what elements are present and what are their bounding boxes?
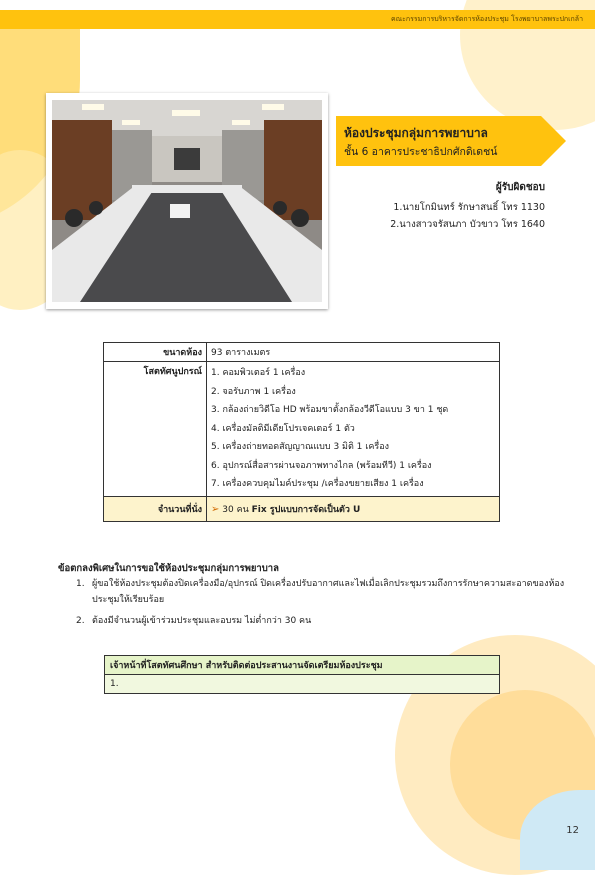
page-number: 12 <box>566 825 579 836</box>
seats-label: จำนวนที่นั่ง <box>104 496 207 521</box>
seats-layout: Fix รูปแบบการจัดเป็นตัว U <box>251 504 361 515</box>
seats-value-cell <box>207 496 500 521</box>
equipment-item: 2. จอรับภาพ 1 เครื่อง <box>211 386 296 397</box>
size-label: ขนาดห้อง <box>104 343 207 362</box>
equipment-list <box>207 362 500 497</box>
equipment-item: 6. อุปกรณ์สื่อสารผ่านจอภาพทางไกล (พร้อมทีวี) 1 เครื่อง <box>211 460 432 471</box>
meeting-room-image <box>52 100 322 302</box>
staff-contact-table <box>104 655 500 694</box>
equipment-label: โสตทัศนูปกรณ์ <box>104 362 207 497</box>
equipment-item: 5. เครื่องถ่ายทอดสัญญาณแบบ 3 มิติ 1 เครื่อง <box>211 442 390 452</box>
room-spec-table <box>103 342 500 522</box>
equipment-item: 7. เครื่องควบคุมไมค์ประชุม /เครื่องขยายเสียง 1 เครื่อง <box>211 479 424 489</box>
responsible-heading: ผู้รับผิดชอบ <box>495 182 545 193</box>
arrow-bullet-icon: ➢ <box>211 503 220 515</box>
agreement-number: 2. <box>76 616 85 626</box>
agreement-heading: ข้อตกลงพิเศษในการขอใช้ห้องประชุมกลุ่มการพยาบาล <box>58 563 279 574</box>
header-title: คณะกรรมการบริหารจัดการห้องประชุม โรงพยาบาลพระปกเกล้า <box>390 15 583 23</box>
seats-value: 30 คน <box>222 504 249 515</box>
equipment-item: 4. เครื่องมัลติมีเดียโปรเจคเตอร์ 1 ตัว <box>211 423 355 434</box>
agreement-text: ผู้ขอใช้ห้องประชุมต้องปิดเครื่องมือ/อุปกรณ์ ปิดเครื่องปรับอากาศและไฟเมื่อเลิกประชุมรวมถึงการรักษาความสะอาดของห้องประชุมให้เรียบร้อย <box>92 579 565 605</box>
equipment-item: 3. กล้องถ่ายวิดีโอ HD พร้อมขาตั้งกล้องวีดีโอแบบ 3 ขา 1 ชุด <box>211 405 449 415</box>
equipment-item: 1. คอมพิวเตอร์ 1 เครื่อง <box>211 368 306 378</box>
responsible-person: 2.นางสาวจรัสนภา บัวขาว โทร 1640 <box>390 219 545 230</box>
room-photo <box>46 93 328 309</box>
staff-heading: เจ้าหน้าที่โสตทัศนศึกษา สำหรับติดต่อประสานงานจัดเตรียมห้องประชุม <box>105 656 500 675</box>
agreement-number: 1. <box>76 579 85 589</box>
responsible-person: 1.นายโกมินทร์ รักษาสนธิ์ โทร 1130 <box>393 202 545 213</box>
room-title: ห้องประชุมกลุ่มการพยาบาล <box>344 126 488 140</box>
agreement-text: ต้องมีจำนวนผู้เข้าร่วมประชุมและอบรม ไม่ต่ำกว่า 30 คน <box>92 616 312 626</box>
staff-row: 1. <box>105 675 500 694</box>
size-value: 93 ตารางเมตร <box>207 343 500 362</box>
room-location: ชั้น 6 อาคารประชาธิปกศักดิเดชน์ <box>344 146 498 158</box>
